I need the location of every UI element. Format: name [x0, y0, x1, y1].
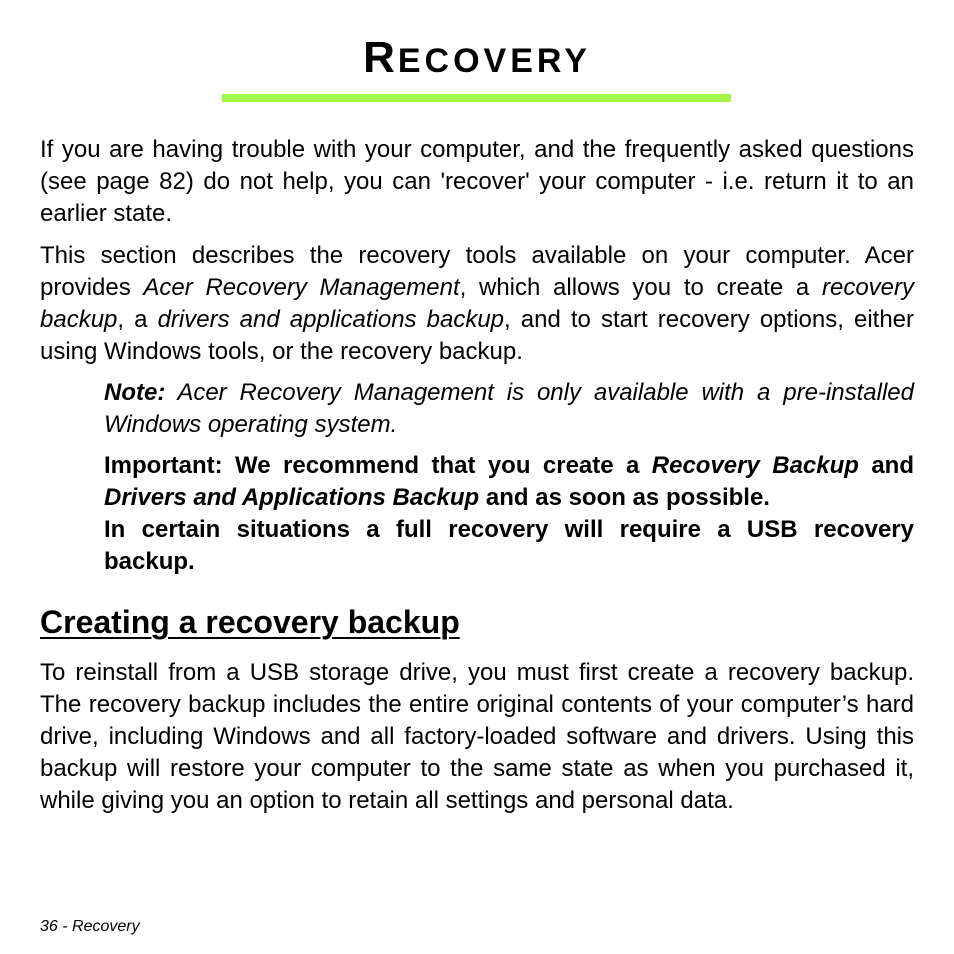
intro-p2-text-e: , a [117, 306, 158, 333]
page-title-initial: R [363, 33, 398, 82]
drivers-applications-backup-term: drivers and applications backup [157, 306, 505, 333]
drivers-applications-backup-emphasis: Drivers and Applications Backup [104, 484, 480, 511]
page-footer: 36 - Recovery [40, 918, 140, 935]
intro-paragraph-2 [40, 240, 914, 368]
intro-p2-text-c: , which allows you to create a [459, 274, 822, 301]
important-callout [104, 450, 914, 514]
recovery-backup-term: recovery backup [40, 274, 915, 333]
intro-p2-text-g: , and to start recovery options, either using Windows tools, or the recovery backup. [40, 306, 915, 365]
note-label: Note: [104, 379, 166, 406]
acer-recovery-management-term: Acer Recovery Management [143, 274, 460, 301]
recovery-backup-emphasis: Recovery Backup [651, 452, 859, 479]
note-text: Acer Recovery Management is only available with a pre-installed Windows operating system. [104, 379, 914, 438]
section-heading: Creating a recovery backup [40, 604, 460, 640]
page-title [0, 32, 954, 87]
important-text-c: and [858, 452, 915, 479]
page-title-rest: ECOVERY [397, 42, 591, 80]
intro-paragraph-1: If you are having trouble with your computer, and the frequently asked questions (see page 82) do not help, you can 'recover' your computer - i.e. return it to an earlier state. [40, 136, 914, 227]
title-underline-bar [222, 94, 731, 102]
section-paragraph: To reinstall from a USB storage drive, you must first create a recovery backup. The recovery backup includes the entire original contents of your computer’s hard drive, including Windows and all factory-loaded software and drivers. Using this backup will restore your computer to the same state as when you purchased it, while giving you an option to retain all settings and personal data. [40, 659, 914, 814]
important-callout-line-2: In certain situations a full recovery will require a USB recovery backup. [104, 516, 914, 575]
important-text-a: Important: We recommend that you create a [104, 452, 652, 479]
note-callout [104, 377, 914, 441]
intro-p2-text-a: This section describes the recovery tools available on your computer. Acer provides [40, 242, 914, 301]
important-text-e: and as soon as possible. [479, 484, 770, 511]
